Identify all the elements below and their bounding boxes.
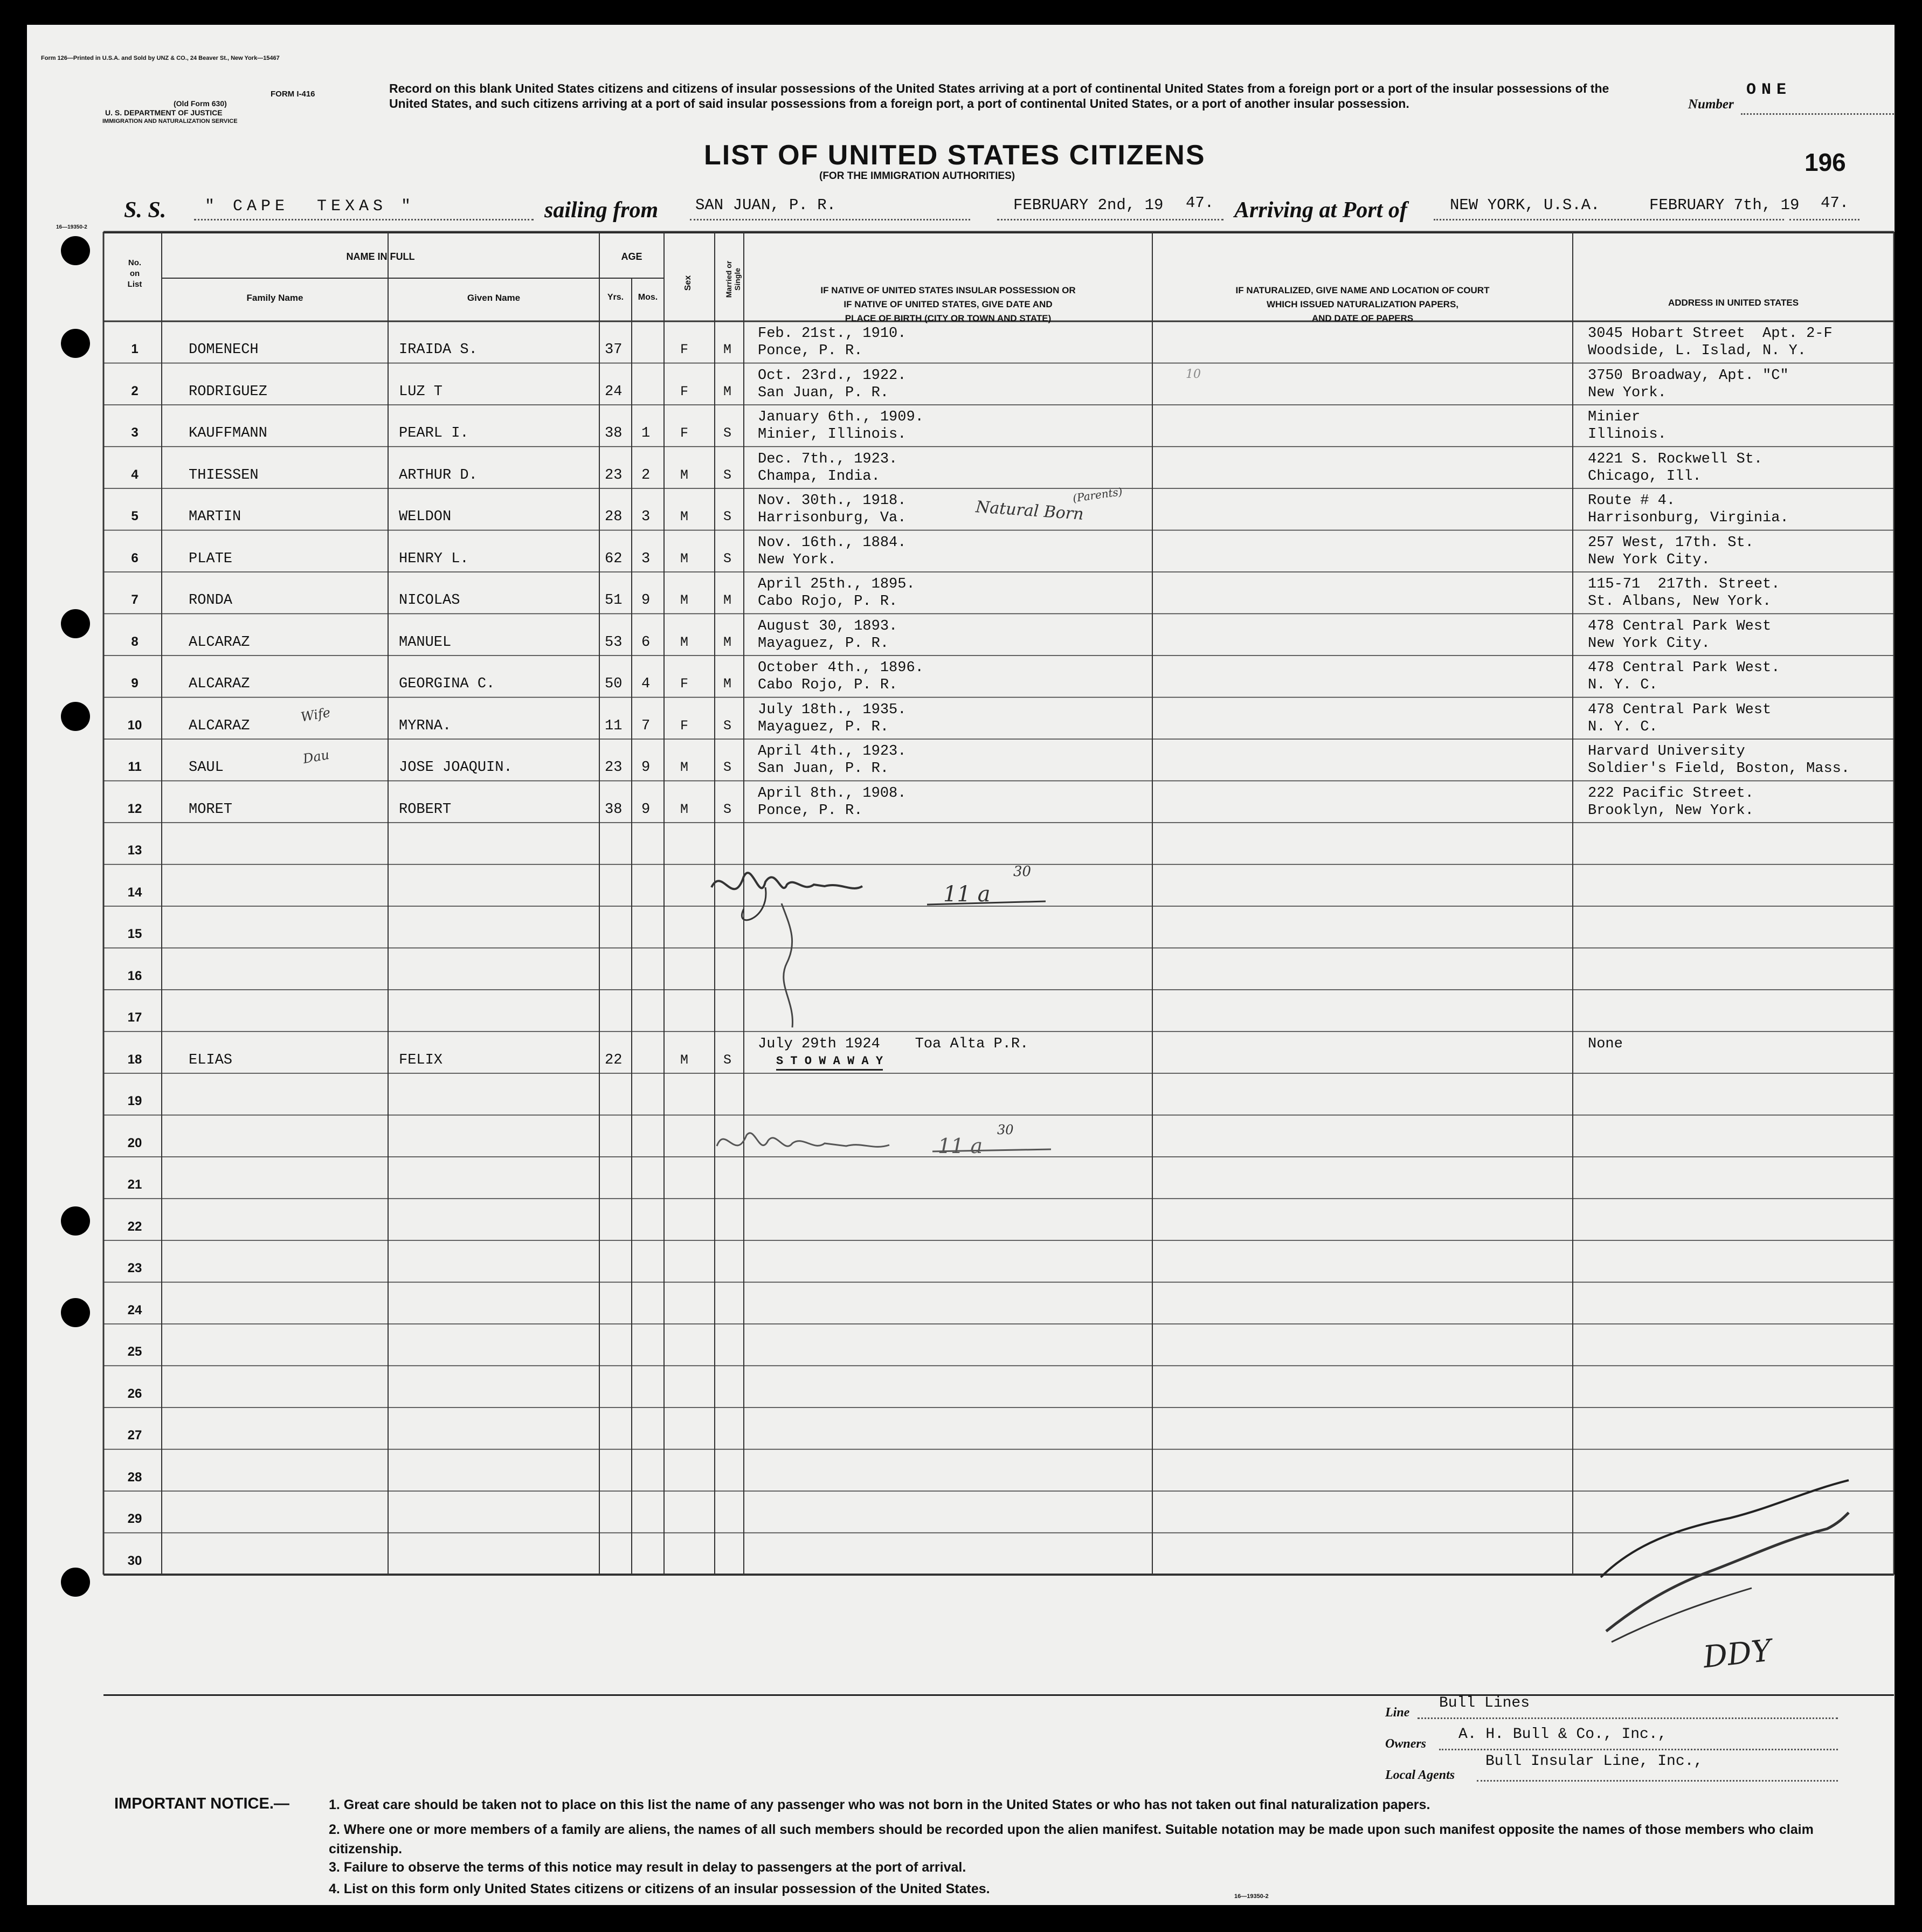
cell-birth2: San Juan, P. R. (758, 761, 889, 777)
cell-addr1: None (1588, 1036, 1623, 1052)
page-title: LIST OF UNITED STATES CITIZENS (704, 140, 1206, 171)
cell-ms: S (723, 1052, 732, 1068)
cell-no: 16 (127, 968, 142, 983)
cell-birth2: Mayaguez, P. R. (758, 635, 889, 652)
cell-family: MORET (189, 801, 233, 818)
footer-code: 16—19350-2 (1234, 1893, 1269, 1900)
cell-addr1: 478 Central Park West (1588, 701, 1772, 718)
cell-ms: S (723, 425, 732, 441)
number-label: Number (1688, 97, 1734, 112)
cell-sex: M (680, 509, 689, 525)
col-family-header: Family Name (246, 293, 303, 303)
cell-birth2: Cabo Rojo, P. R. (758, 594, 898, 610)
sig-time-2: 11 a (938, 1134, 983, 1158)
cell-sex: M (680, 1052, 689, 1068)
ss-label: S. S. (124, 198, 167, 223)
stamp-ddy: DDY (1701, 1633, 1773, 1675)
cell-given: MYRNA. (399, 717, 452, 734)
cell-given: NICOLAS (399, 592, 460, 609)
cell-ms: S (723, 760, 732, 775)
cell-mos: 9 (641, 760, 651, 776)
ship-name: " CAPE TEXAS " (205, 197, 416, 216)
col-name-header: NAME IN FULL (346, 251, 415, 262)
line-label: Line (1385, 1706, 1410, 1720)
cell-mos: 1 (641, 425, 651, 441)
cell-sex: M (680, 801, 689, 817)
cell-given: ROBERT (399, 801, 452, 818)
cell-addr2: New York. (1588, 384, 1667, 401)
cell-yrs: 38 (605, 801, 623, 818)
cell-no: 6 (131, 550, 139, 565)
cell-addr2: New York City. (1588, 635, 1710, 652)
table-row (27, 1324, 1895, 1366)
notice-heading: IMPORTANT NOTICE.— (114, 1795, 289, 1812)
sig-time-1: 11 a (943, 882, 991, 907)
cell-ms: M (723, 592, 732, 608)
cell-given: GEORGINA C. (399, 676, 495, 692)
natural-born-note: Natural Born (975, 498, 1084, 524)
form-label: FORM I-416 (271, 89, 315, 99)
department: U. S. DEPARTMENT OF JUSTICE (105, 108, 223, 117)
to-port: NEW YORK, U.S.A. (1450, 196, 1600, 214)
sailing-label: sailing from (544, 198, 659, 223)
col-ms-header: Married or Single (724, 260, 742, 298)
cell-yrs: 38 (605, 425, 623, 441)
cell-family: RONDA (189, 592, 233, 609)
cell-given: PEARL I. (399, 425, 469, 441)
cell-ms: S (723, 717, 732, 734)
cell-yrs: 53 (605, 634, 623, 651)
cell-no: 20 (127, 1135, 142, 1150)
cell-ms: M (723, 634, 732, 650)
arrive-date: FEBRUARY 7th, 19 (1649, 196, 1800, 214)
cell-ms: M (723, 676, 732, 692)
cell-no: 5 (131, 509, 139, 523)
stray-mark: 10 (1186, 368, 1201, 381)
cell-addr1: 3045 Hobart Street Apt. 2-F (1588, 326, 1833, 342)
cell-yrs: 23 (605, 760, 623, 776)
cell-no: 9 (131, 676, 139, 691)
table-row (27, 781, 1895, 823)
cell-addr1: Minier (1588, 409, 1641, 425)
cell-no: 14 (127, 885, 142, 900)
cell-given: HENRY L. (399, 550, 469, 567)
cell-ms: S (723, 509, 732, 525)
dau-note: Dau (301, 747, 331, 767)
cell-family: KAUFFMANN (189, 425, 267, 441)
cell-ms: M (723, 383, 732, 399)
cell-no: 29 (127, 1512, 142, 1526)
notice-2: 2. Where one or more members of a family are aliens, the names of all such members should be recorded upon the alien manifest. Suitable notation may be made upon such manifest opposite the names of those members who claim citizenship. (329, 1822, 1814, 1857)
cell-family: SAUL (189, 760, 224, 776)
table-row (27, 321, 1895, 363)
col-yrs-header: Yrs. (607, 293, 624, 302)
table-row (27, 488, 1895, 530)
table-row (27, 530, 1895, 572)
cell-addr2: N. Y. C. (1588, 677, 1658, 693)
cell-yrs: 24 (605, 383, 623, 400)
table-row (27, 1240, 1895, 1282)
sig-time-sup-2: 30 (997, 1122, 1014, 1137)
cell-birth1: Dec. 7th., 1923. (758, 451, 898, 467)
cell-given: MANUEL (399, 634, 452, 651)
col-birth-header: IF NATIVE OF UNITED STATES INSULAR POSSESSION OR IF NATIVE OF UNITED STATES, GIVE DATE AND PLACE OF BIRTH (CITY OR TOWN AND STATE) (820, 285, 1076, 323)
cell-no: 15 (127, 927, 142, 941)
arrive-year: 47. (1821, 194, 1849, 212)
cell-no: 3 (131, 425, 139, 440)
cell-addr1: 478 Central Park West. (1588, 660, 1780, 676)
cell-birth1: April 8th., 1908. (758, 785, 907, 802)
cell-mos: 4 (641, 676, 651, 692)
cell-mos: 2 (641, 467, 651, 484)
cell-no: 27 (127, 1428, 142, 1443)
cell-no: 17 (127, 1010, 142, 1025)
inspector-signature-2 (706, 1114, 1073, 1178)
col-address-header: ADDRESS IN UNITED STATES (1668, 298, 1799, 308)
cell-no: 24 (127, 1302, 142, 1317)
cell-sex: M (680, 760, 689, 775)
cell-addr2: Chicago, Ill. (1588, 468, 1702, 485)
cell-no: 23 (127, 1261, 142, 1275)
cell-birth2: Cabo Rojo, P. R. (758, 677, 898, 693)
cell-addr2: Woodside, L. Islad, N. Y. (1588, 343, 1807, 359)
cell-family: PLATE (189, 550, 233, 567)
cell-no: 10 (127, 717, 142, 733)
cell-mos: 7 (641, 717, 651, 734)
number-value: ONE (1746, 81, 1792, 99)
cell-sex: M (680, 467, 689, 483)
owners-value: A. H. Bull & Co., Inc., (1458, 1726, 1667, 1743)
cell-birth2: New York. (758, 551, 836, 568)
cell-family: ALCARAZ (189, 717, 250, 734)
cell-mos: 6 (641, 634, 651, 651)
cell-no: 25 (127, 1344, 142, 1359)
col-age-header: AGE (621, 251, 642, 262)
cell-ms: S (723, 550, 732, 567)
cell-addr2: Illinois. (1588, 426, 1667, 443)
cell-sex: F (680, 425, 689, 441)
cell-yrs: 37 (605, 342, 623, 358)
cell-addr2: N. Y. C. (1588, 719, 1658, 735)
cell-no: 13 (127, 843, 142, 858)
cell-yrs: 28 (605, 509, 623, 525)
table-row (27, 405, 1895, 447)
cell-given: IRAIDA S. (399, 342, 478, 358)
cell-yrs: 51 (605, 592, 623, 609)
table-row (27, 1199, 1895, 1241)
cell-addr1: 257 West, 17th. St. (1588, 534, 1754, 551)
cell-addr1: 3750 Broadway, Apt. "C" (1588, 367, 1789, 384)
cell-birth1: April 4th., 1923. (758, 743, 907, 760)
owners-label: Owners (1385, 1737, 1427, 1751)
cell-no: 19 (127, 1094, 142, 1108)
cell-family: MARTIN (189, 509, 241, 525)
cell-birth1: April 25th., 1895. (758, 576, 915, 592)
cell-birth2: Champa, India. (758, 468, 880, 485)
cell-birth2: Harrisonburg, Va. (758, 510, 907, 526)
table-row (27, 363, 1895, 405)
cell-birth2: Mayaguez, P. R. (758, 719, 889, 735)
table-row (27, 1366, 1895, 1408)
cell-addr2: Soldier's Field, Boston, Mass. (1588, 761, 1850, 777)
cell-addr2: Brooklyn, New York. (1588, 802, 1754, 819)
cell-addr1: 478 Central Park West (1588, 618, 1772, 634)
cell-no: 1 (131, 342, 139, 356)
cell-ms: S (723, 467, 732, 483)
cell-yrs: 11 (605, 717, 623, 734)
col-sex-header: Sex (683, 275, 693, 291)
cell-no: 8 (131, 634, 139, 649)
cell-birth1: Nov. 16th., 1884. (758, 534, 907, 551)
cell-ms: M (723, 342, 732, 357)
notice-1: 1. Great care should be taken not to place on this list the name of any passenger who was not born in the United States or who has not taken out final naturalization papers. (329, 1797, 1430, 1812)
cell-no: 2 (131, 383, 139, 398)
notice-3: 3. Failure to observe the terms of this notice may result in delay to passengers at the port of arrival. (329, 1860, 966, 1875)
col-no-header: No. on List (127, 258, 142, 289)
page-subtitle: (FOR THE IMMIGRATION AUTHORITIES) (819, 170, 1015, 182)
cell-mos: 9 (641, 801, 651, 818)
cell-addr2: Harrisonburg, Virginia. (1588, 510, 1789, 526)
cell-birth1: October 4th., 1896. (758, 660, 924, 676)
cell-sex: M (680, 550, 689, 567)
cell-sex: F (680, 383, 689, 399)
parents-note: (Parents) (1071, 485, 1123, 505)
cell-addr1: Route # 4. (1588, 493, 1676, 509)
cell-sex: F (680, 342, 689, 357)
cell-no: 28 (127, 1469, 142, 1485)
service: IMMIGRATION AND NATURALIZATION SERVICE (102, 118, 238, 125)
cell-sex: F (680, 676, 689, 692)
col-given-header: Given Name (467, 293, 521, 303)
cell-addr1: Harvard University (1588, 743, 1745, 760)
cell-given: WELDON (399, 509, 452, 525)
cell-addr2: New York City. (1588, 551, 1710, 568)
col-mos-header: Mos. (638, 293, 658, 302)
cell-birth2: Ponce, P. R. (758, 343, 863, 359)
agents-label: Local Agents (1385, 1768, 1455, 1782)
cell-family: ALCARAZ (189, 634, 250, 651)
cell-no: 11 (128, 760, 142, 774)
cell-yrs: 50 (605, 676, 623, 692)
stamp-number: 196 (1805, 148, 1846, 176)
table-row (27, 447, 1895, 489)
cell-birth1: July 29th 1924 Toa Alta P.R. (758, 1036, 1029, 1052)
cell-no: 4 (131, 467, 139, 482)
cell-birth2: Minier, Illinois. (758, 426, 907, 443)
cell-mos: 3 (641, 550, 651, 567)
sig-time-sup-1: 30 (1013, 864, 1032, 880)
cell-addr2: St. Albans, New York. (1588, 594, 1772, 610)
table-row (27, 1407, 1895, 1450)
cell-given: FELIX (399, 1052, 443, 1068)
depart-date: FEBRUARY 2nd, 19 (1013, 196, 1164, 214)
cell-no: 30 (127, 1553, 142, 1568)
cell-addr1: 222 Pacific Street. (1588, 785, 1754, 802)
cell-sex: M (680, 634, 689, 650)
line-value: Bull Lines (1439, 1695, 1530, 1712)
cell-no: 26 (127, 1386, 142, 1401)
cell-birth1: August 30, 1893. (758, 618, 898, 634)
cell-sex: F (680, 717, 689, 734)
depart-year: 47. (1186, 194, 1214, 212)
cell-given: JOSE JOAQUIN. (399, 760, 513, 776)
cell-birth1: Oct. 23rd., 1922. (758, 367, 907, 384)
cell-addr1: 4221 S. Rockwell St. (1588, 451, 1763, 467)
printer-line: Form 126—Printed in U.S.A. and Sold by UNZ & CO., 24 Beaver St., New York—15467 (41, 55, 280, 61)
cell-no: 7 (131, 592, 139, 607)
stowaway-label: S T O W A W A Y (776, 1054, 883, 1071)
from-port: SAN JUAN, P. R. (695, 196, 836, 214)
table-row (27, 1282, 1895, 1324)
cell-given: LUZ T (399, 383, 443, 400)
cell-birth1: Nov. 30th., 1918. (758, 493, 907, 509)
arriving-label: Arriving at Port of (1234, 198, 1407, 223)
col-naturalized-header: IF NATURALIZED, GIVE NAME AND LOCATION OF COURT WHICH ISSUED NATURALIZATION PAPERS, AND DATE OF PAPERS (1235, 285, 1490, 323)
cell-ms: S (723, 801, 732, 817)
cell-family: ELIAS (189, 1052, 233, 1068)
inspector-signature (701, 855, 1067, 1038)
wife-note: Wife (299, 705, 332, 725)
instructions-text: Record on this blank United States citizens and citizens of insular possessions of the United States arriving at a port of continental United States from a foreign port or a port of the insular possessions of the United States, and such citizens arriving at a port of said insular possessions from a foreign port, a port of continental United States, or a port of another insular possession. (389, 81, 1609, 111)
table-row (27, 614, 1895, 656)
cell-no: 21 (127, 1177, 142, 1192)
cell-family: THIESSEN (189, 467, 259, 484)
notice-4: 4. List on this form only United States citizens or citizens of an insular possession of the United States. (329, 1881, 990, 1896)
cell-addr1: 115-71 217th. Street. (1588, 576, 1780, 592)
cell-family: ALCARAZ (189, 676, 250, 692)
cell-birth2: San Juan, P. R. (758, 384, 889, 401)
cell-mos: 9 (641, 592, 651, 609)
cell-sex: M (680, 592, 689, 608)
cell-birth1: January 6th., 1909. (758, 409, 924, 425)
table-row (27, 1073, 1895, 1115)
old-form: (Old Form 630) (174, 99, 227, 108)
cell-birth1: July 18th., 1935. (758, 701, 907, 718)
cell-yrs: 22 (605, 1052, 623, 1068)
cell-birth2: Ponce, P. R. (758, 802, 863, 819)
cell-no: 12 (127, 801, 142, 816)
cell-no: 22 (127, 1219, 142, 1234)
cell-family: DOMENECH (189, 342, 259, 358)
cell-no: 18 (127, 1052, 142, 1067)
table-row (27, 572, 1895, 614)
cell-family: RODRIGUEZ (189, 383, 267, 400)
cell-yrs: 23 (605, 467, 623, 484)
cell-given: ARTHUR D. (399, 467, 478, 484)
agents-value: Bull Insular Line, Inc., (1485, 1753, 1703, 1770)
cell-birth1: Feb. 21st., 1910. (758, 326, 907, 342)
manifest-sheet (27, 25, 1895, 1905)
cell-mos: 3 (641, 509, 651, 525)
table-row (27, 656, 1895, 698)
cell-yrs: 62 (605, 550, 623, 567)
code-left: 16—19350-2 (56, 224, 87, 230)
